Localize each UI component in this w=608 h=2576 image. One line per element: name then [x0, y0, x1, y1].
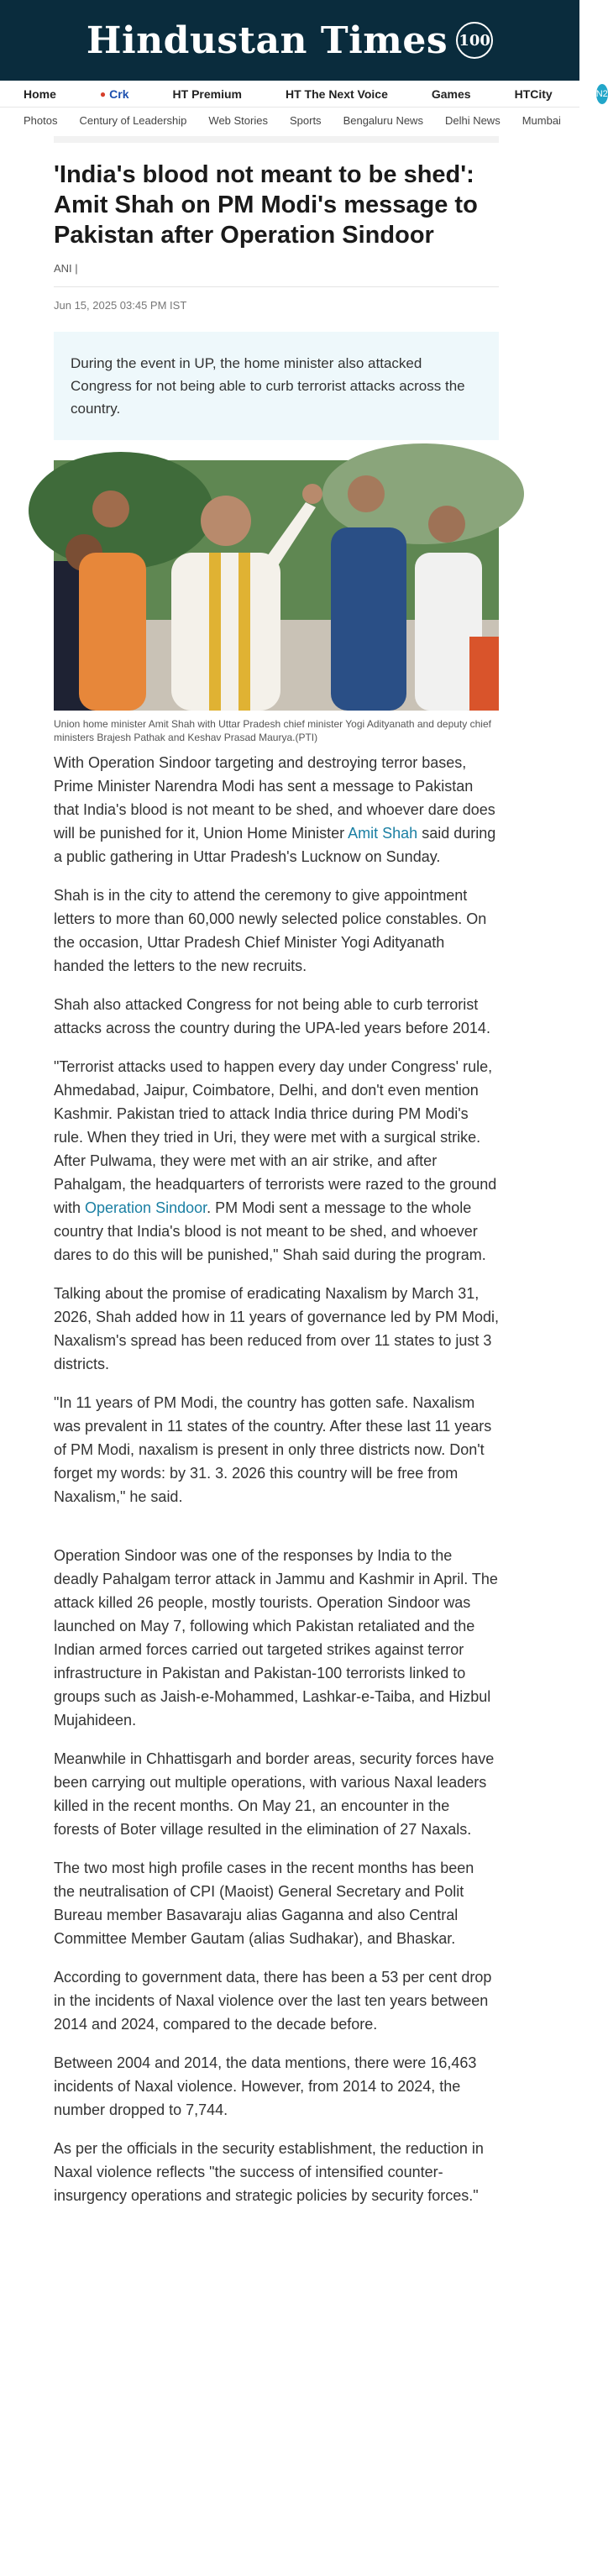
nav-item-next-voice[interactable]	[286, 87, 388, 101]
site-header	[0, 0, 579, 81]
subnav-mumbai[interactable]: Mumbai	[522, 113, 561, 127]
article-paragraph: Shah is in the city to attend the ceremony to give appointment letters to more than 60,000 newly selected police constables. On the occasion, Uttar Pradesh Chief Minister Yogi Adityanath handed the letters to the new recruits.	[54, 887, 487, 974]
nav-item-ht-premium[interactable]	[173, 87, 242, 101]
paragraph-text: With Operation Sindoor targeting and destroying terror bases, Prime Minister Narendra Modi has sent a message to Pakistan that India's blood is not meant to be shed, and whoever dare does will be punished for it, Union Home Minister	[54, 754, 495, 842]
article-paragraph: Meanwhile in Chhattisgarh and border areas, security forces have been carrying out multiple operations, with various Naxal leaders killed in the recent months. On May 21, an encounter in the forests of Boter village resulted in the elimination of 27 Naxals.	[54, 1750, 495, 1838]
nav-item-games-label: Games	[431, 87, 471, 101]
article	[54, 136, 499, 2207]
hero-image[interactable]	[54, 460, 499, 711]
nav-item-next-voice-label: HT The Next Voice	[285, 87, 388, 101]
article-paragraph	[54, 1055, 499, 1267]
article-paragraph	[54, 751, 499, 868]
centenary-badge: 100	[456, 22, 493, 59]
article-paragraph: The two most high profile cases in the recent months has been the neutralisation of CPI (Maoist) General Secretary and Polit Bureau member Basavaraju alias Gaganna and also Central Committee Member Gautam (alias Sudhakar), and Bhaskar.	[54, 1860, 474, 1947]
site-logo[interactable]: Hindustan Times	[86, 18, 448, 62]
paragraph-text: said during a public gathering in Uttar Pradesh's Lucknow on Sunday.	[54, 825, 496, 865]
article-paragraph: Operation Sindoor was one of the responses by India to the deadly Pahalgam terror attack in Jammu and Kashmir in April. The attack killed 26 people, mostly tourists. Operation Sindoor was launched on May 7, following which Pakistan retaliated and the Indian armed forces carried out targeted strikes against terror infrastructure in Pakistan and Pakistan-100 terrorists linked to groups such as Jaish-e-Mohammed, Lashkar-e-Taiba, and Hizbul Mujahideen.	[54, 1547, 498, 1729]
subnav-century-of-leadership[interactable]: Century of Leadership	[79, 113, 187, 127]
nav-item-home[interactable]	[24, 87, 56, 101]
nav-item-games[interactable]	[432, 87, 471, 101]
article-byline: ANI |	[54, 262, 78, 275]
hero-figure	[54, 460, 499, 744]
divider	[54, 136, 499, 143]
divider	[54, 286, 499, 287]
nav-item-home-label: Home	[24, 87, 56, 101]
article-paragraph: Shah also attacked Congress for not being able to curb terrorist attacks across the country during the UPA-led years before 2014.	[54, 996, 490, 1036]
article-paragraph: Between 2004 and 2014, the data mentions, there were 16,463 incidents of Naxal violence. However, from 2014 to 2024, the number dropped to 7,744.	[54, 2054, 477, 2118]
article-paragraph: Talking about the promise of eradicating Naxalism by March 31, 2026, Shah added how in 11 years of governance led by PM Modi, Naxalism's spread has been reduced from over 11 states to just 3 districts.	[54, 1285, 500, 1372]
secondary-nav	[0, 108, 579, 133]
article-paragraph: As per the officials in the security establishment, the reduction in Naxal violence reflects "the success of intensified counter-insurgency operations and strategic policies by security forces."	[54, 2140, 484, 2204]
nav-item-htcity[interactable]	[515, 87, 553, 101]
subnav-delhi-news[interactable]: Delhi News	[444, 113, 501, 127]
cricket-ball-icon: ●	[99, 87, 107, 100]
paragraph-text: . PM Modi sent a message to the whole country that India's blood is not meant to be shed, and whoever dares to do this will be punished," Shah said during the program.	[54, 1199, 486, 1263]
nav-item-htcity-label: HTCity	[514, 87, 553, 101]
subnav-bengaluru-news[interactable]: Bengaluru News	[343, 113, 423, 127]
amit-shah-link[interactable]: Amit Shah	[348, 825, 418, 842]
hero-caption: Union home minister Amit Shah with Uttar Pradesh chief minister Yogi Adityanath and deputy chief ministers Brajesh Pathak and Keshav Prasad Maurya.(PTI)	[54, 718, 491, 743]
article-headline: 'India's blood not meant to be shed': Amit Shah on PM Modi's message to Pakistan after Operation Sindoor	[54, 161, 478, 249]
nav-item-crk-label: Crk	[109, 87, 129, 101]
nav-item-crk[interactable]	[100, 87, 129, 101]
paragraph-text: "Terrorist attacks used to happen every day under Congress' rule, Ahmedabad, Jaipur, Coimbatore, Delhi, and don't even mention Kashmir. Pakistan tried to attack India thrice during PM Modi's rule. When they tried in Uri, they were met with a surgical strike. After Pulwama, they were met with an air strike, and after Pahalgam, the headquarters of terrorists were razed to the ground with	[54, 1058, 497, 1216]
article-body	[54, 751, 499, 2207]
subnav-photos[interactable]: Photos	[24, 113, 58, 127]
nav-item-ht-premium-label: HT Premium	[172, 87, 242, 101]
subnav-sports[interactable]: Sports	[289, 113, 322, 127]
article-summary: During the event in UP, the home minister also attacked Congress for not being able to curb terrorist attacks across the country.	[54, 332, 499, 440]
primary-nav	[0, 81, 608, 108]
article-paragraph: "In 11 years of PM Modi, the country has gotten safe. Naxalism was prevalent in 11 states of the country. After these last 11 years of PM Modi, naxalism is present in only three districts now. Don't forget my words: by 31. 3. 2026 this country will be free from Naxalism," he said.	[54, 1394, 492, 1505]
n2-app-icon[interactable]: N2	[596, 84, 608, 104]
subnav-web-stories[interactable]: Web Stories	[208, 113, 268, 127]
article-date: Jun 15, 2025 03:45 PM IST	[54, 299, 187, 312]
operation-sindoor-link[interactable]: Operation Sindoor	[85, 1199, 207, 1216]
article-paragraph: According to government data, there has been a 53 per cent drop in the incidents of Naxal violence over the last ten years between 2014 and 2024, compared to the decade before.	[54, 1969, 492, 2033]
hero-photo-illustration	[54, 460, 499, 711]
